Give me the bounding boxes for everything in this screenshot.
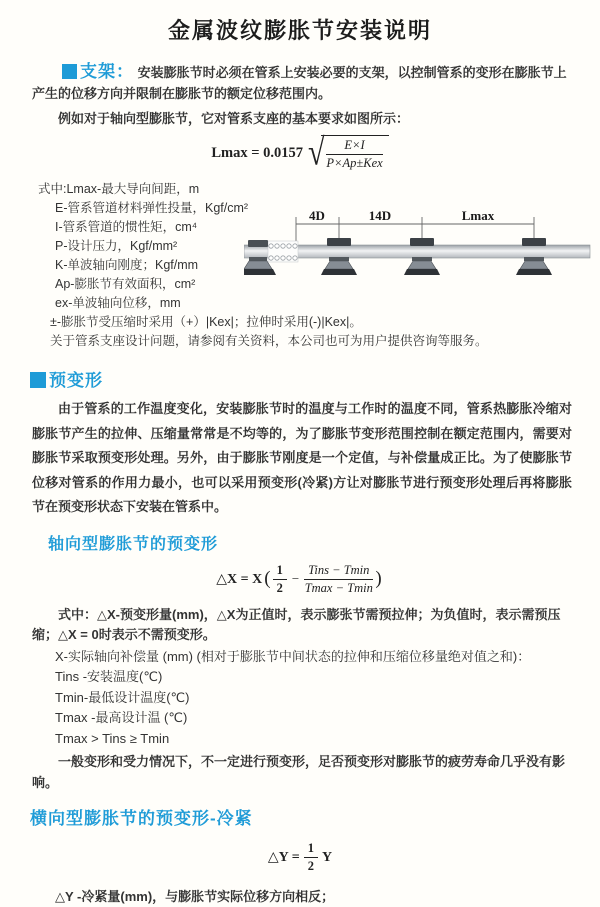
x-definition-line: X-实际轴向补偿量 (mm) (相对于膨胀节中间状态的拉伸和压缩位移量绝对值之和)： [55, 648, 531, 664]
radical-icon: √ [307, 131, 325, 173]
axial-subsection-heading: 轴向型膨胀节的预变形 [48, 535, 219, 553]
temperature-fraction [304, 563, 373, 596]
pipe-support-diagram [244, 206, 594, 301]
consult-note: 关于管系支座设计问题，请参阅有关资料，本公司也可为用户提供咨询等服务。 [50, 334, 488, 348]
page [0, 14, 600, 904]
half-denominator: 2 [307, 859, 314, 873]
definition-item: K-单波轴向刚度；Kgf/mm [55, 258, 199, 272]
definition-item: P-设计压力，Kgf/mm² [55, 239, 178, 253]
axial-explanation-paragraph: 式中：△X-预变形量(mm)，△X为正值时，表示膨张节需预拉伸；为负值时，表示需预压缩；△X = 0时表示不需预变形。 [32, 606, 561, 642]
dim-label-14d: 14D [368, 208, 392, 223]
axial-formula [0, 563, 600, 596]
section-bullet-icon [62, 64, 77, 79]
support-example-line: 例如对于轴向型膨胀节，它对管系支座的基本要求如图所示： [58, 111, 410, 126]
section-bullet-icon [30, 372, 46, 388]
temp-item: Tins -安装温度(℃) [55, 669, 163, 684]
temp-numerator: Tins − Tmin [304, 563, 373, 580]
half-numerator: 1 [273, 563, 287, 580]
plus-minus-note: ±-膨胀节受压缩时采用（+）|Kex|；拉伸时采用(-)|Kex|。 [50, 315, 362, 329]
definition-item: Ap-膨胀节有效面积，cm² [55, 277, 196, 291]
axial-general-note: 一般变形和受力情况下，不一定进行预变形，足否预变形对膨胀节的疲劳寿命几乎没有影响。 [32, 754, 566, 790]
definition-item: 式中:Lmax-最大导向间距，m [38, 182, 200, 196]
lateral-formula [0, 841, 600, 874]
fraction [326, 138, 382, 171]
lateral-formula-lhs: △Y = [267, 850, 300, 865]
document-page [0, 14, 600, 904]
axial-formula-inner [216, 563, 383, 596]
lateral-subsection-heading: 横向型膨胀节的预变形-冷紧 [30, 809, 253, 828]
lmax-formula-inner [211, 131, 388, 173]
page-title: 金属波纹膨胀节安装说明 [167, 18, 432, 43]
lmax-formula [0, 131, 600, 173]
lateral-formula-inner [268, 841, 332, 874]
fraction-denominator: P×Ap±Kex [326, 156, 383, 170]
support-section-heading: 支架： [80, 62, 134, 81]
lateral-note-line: △Y -冷紧量(mm)，与膨胀节实际位移方向相反； [55, 889, 335, 904]
dim-label-lmax: Lmax [461, 208, 495, 223]
support-intro-paragraph [32, 61, 572, 104]
half-fraction [273, 563, 287, 596]
definition-item: E-管系管道材料弹性投量，Kgf/cm² [55, 201, 249, 215]
minus-sign: − [291, 571, 300, 586]
definition-item: I-管系管道的惯性矩，cm⁴ [55, 220, 198, 234]
open-paren: ( [264, 568, 271, 589]
temp-item: Tmin-最低设计温度(℃) [55, 689, 190, 705]
half-fraction [304, 841, 318, 874]
formula-lhs: Lmax = 0.0157 [211, 144, 303, 161]
preform-heading-text: 预变形 [49, 371, 103, 390]
radicand [321, 135, 388, 171]
temp-denominator: Tmax − Tmin [304, 580, 373, 595]
definition-item: ex-单波轴向位移，mm [55, 296, 181, 310]
dim-label-4d: 4D [309, 208, 325, 223]
close-paren: ) [375, 568, 382, 589]
temp-item: Tmax -最高设计温 (℃) [55, 710, 188, 725]
bellows [268, 241, 298, 262]
support-intro-text: 安装膨胀节时必须在管系上安装必要的支架，以控制管系的变形在膨胀节上产生的位移方向并限制在膨胀节的额定位移范围内。 [32, 65, 567, 101]
fraction-numerator: E×I [326, 138, 382, 155]
temp-item: Tmax > Tins ≥ Tmin [55, 730, 170, 746]
half-numerator: 1 [304, 841, 318, 858]
preform-body-paragraph: 由于管系的工作温度变化，安装膨胀节时的温度与工作时的温度不同，管系热膨胀冷缩对膨胀节产生的拉伸、压缩量常常是不均等的，为了膨胀节变形范围控制在额定范围内，需要对膨胀节采取预变形处理。另外，由于膨胀节刚度是一个定值，与补偿量成正比。为了使膨胀节位移对管系的作用力最小，也可以采用预变形(冷紧)方让对膨胀节进行预变形处理后再将膨胀节在预变形状态下安装在管系中。 [32, 401, 572, 514]
axial-formula-lhs: △X = X [216, 571, 263, 587]
half-denominator: 2 [276, 580, 283, 595]
preform-section-heading [30, 366, 600, 391]
lateral-formula-rhs: Y [321, 849, 333, 865]
